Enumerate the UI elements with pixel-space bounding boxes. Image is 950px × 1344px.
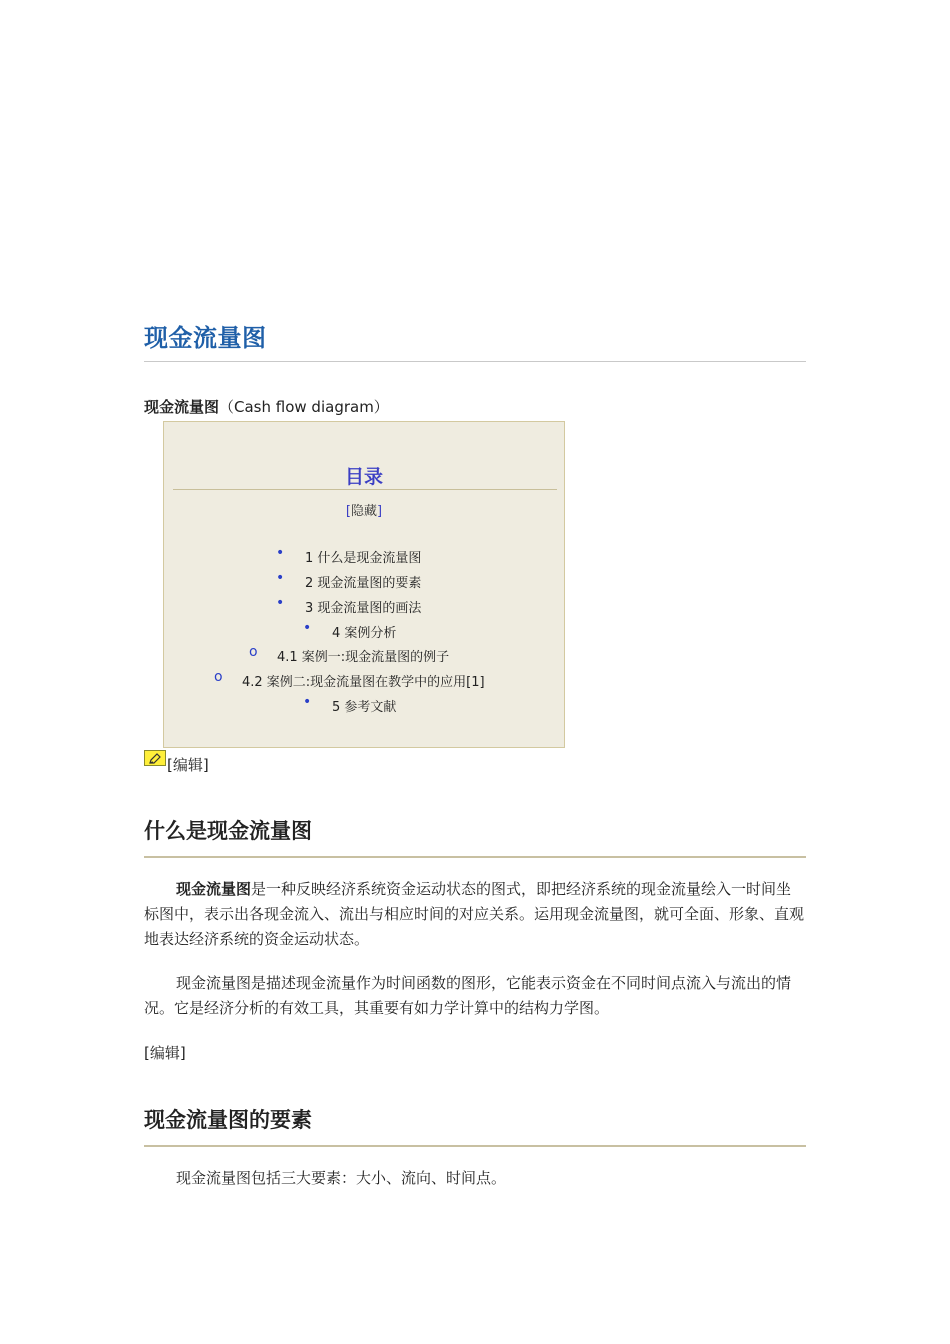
paragraph: 现金流量图包括三大要素：大小、流向、时间点。 xyxy=(176,1169,507,1187)
toc-hide-label[interactable]: 隐藏 xyxy=(350,504,377,519)
edit-link[interactable]: [编辑] xyxy=(167,756,209,774)
toc-item-2[interactable]: 2 现金流量图的要素 xyxy=(305,576,422,591)
toc-item-5[interactable]: 5 参考文献 xyxy=(332,700,397,715)
toc-hide-bracket-open: [ xyxy=(345,504,351,519)
article-subtitle xyxy=(144,396,389,417)
toc-item-4[interactable]: 4 案例分析 xyxy=(332,626,397,641)
bullet-dot-icon: • xyxy=(303,620,312,636)
toc-item-1[interactable]: 1 什么是现金流量图 xyxy=(305,551,422,566)
table-of-contents xyxy=(163,421,565,748)
toc-divider xyxy=(173,489,557,490)
toc-item-3[interactable]: 3 现金流量图的画法 xyxy=(305,601,422,616)
section-heading-what-is: 什么是现金流量图 xyxy=(144,819,312,843)
toc-item-4-1[interactable]: 4.1 案例一:现金流量图的例子 xyxy=(277,650,450,665)
toc-hide-toggle[interactable] xyxy=(164,500,564,519)
edit-pencil-icon[interactable] xyxy=(144,750,166,766)
bullet-dot-icon: • xyxy=(276,570,285,586)
bullet-ring-icon: o xyxy=(249,644,258,660)
bullet-ring-icon: o xyxy=(214,669,223,685)
title-divider xyxy=(144,361,806,362)
paragraph-text: 绘入一时间坐标图中，表示出各现金流入、流出与相应时间的对应关系。运用现金流量图，就可全面、形象、直观地表达经济系统的资金运动状态。 xyxy=(144,880,805,948)
toc-item-4-2[interactable]: 4.2 案例二:现金流量图在教学中的应用[1] xyxy=(242,675,485,690)
section-heading-elements: 现金流量图的要素 xyxy=(144,1108,312,1132)
section-divider xyxy=(144,856,806,858)
subtitle-bold-term: 现金流量图 xyxy=(144,398,220,416)
paragraph-text: 是一种反映经济系统资金运动状态的图式，即把经济系统的 xyxy=(251,880,642,898)
section-divider xyxy=(144,1145,806,1147)
page-title: 现金流量图 xyxy=(144,324,267,352)
bold-term: 现金流量图 xyxy=(176,880,252,898)
edit-link[interactable]: [编辑] xyxy=(144,1044,186,1062)
cash-flow-link[interactable]: 现金流量 xyxy=(641,880,702,898)
subtitle-english: （Cash flow diagram） xyxy=(219,398,389,416)
toc-title: 目录 xyxy=(344,466,383,488)
bullet-dot-icon: • xyxy=(276,545,285,561)
toc-hide-bracket-close: ] xyxy=(377,504,383,519)
bullet-dot-icon: • xyxy=(303,694,312,710)
paragraph xyxy=(144,877,806,952)
paragraph: 现金流量图是描述现金流量作为时间函数的图形，它能表示资金在不同时间点流入与流出的情况。它是经济分析的有效工具，其重要有如力学计算中的结构力学图。 xyxy=(144,974,792,1017)
bullet-dot-icon: • xyxy=(276,595,285,611)
